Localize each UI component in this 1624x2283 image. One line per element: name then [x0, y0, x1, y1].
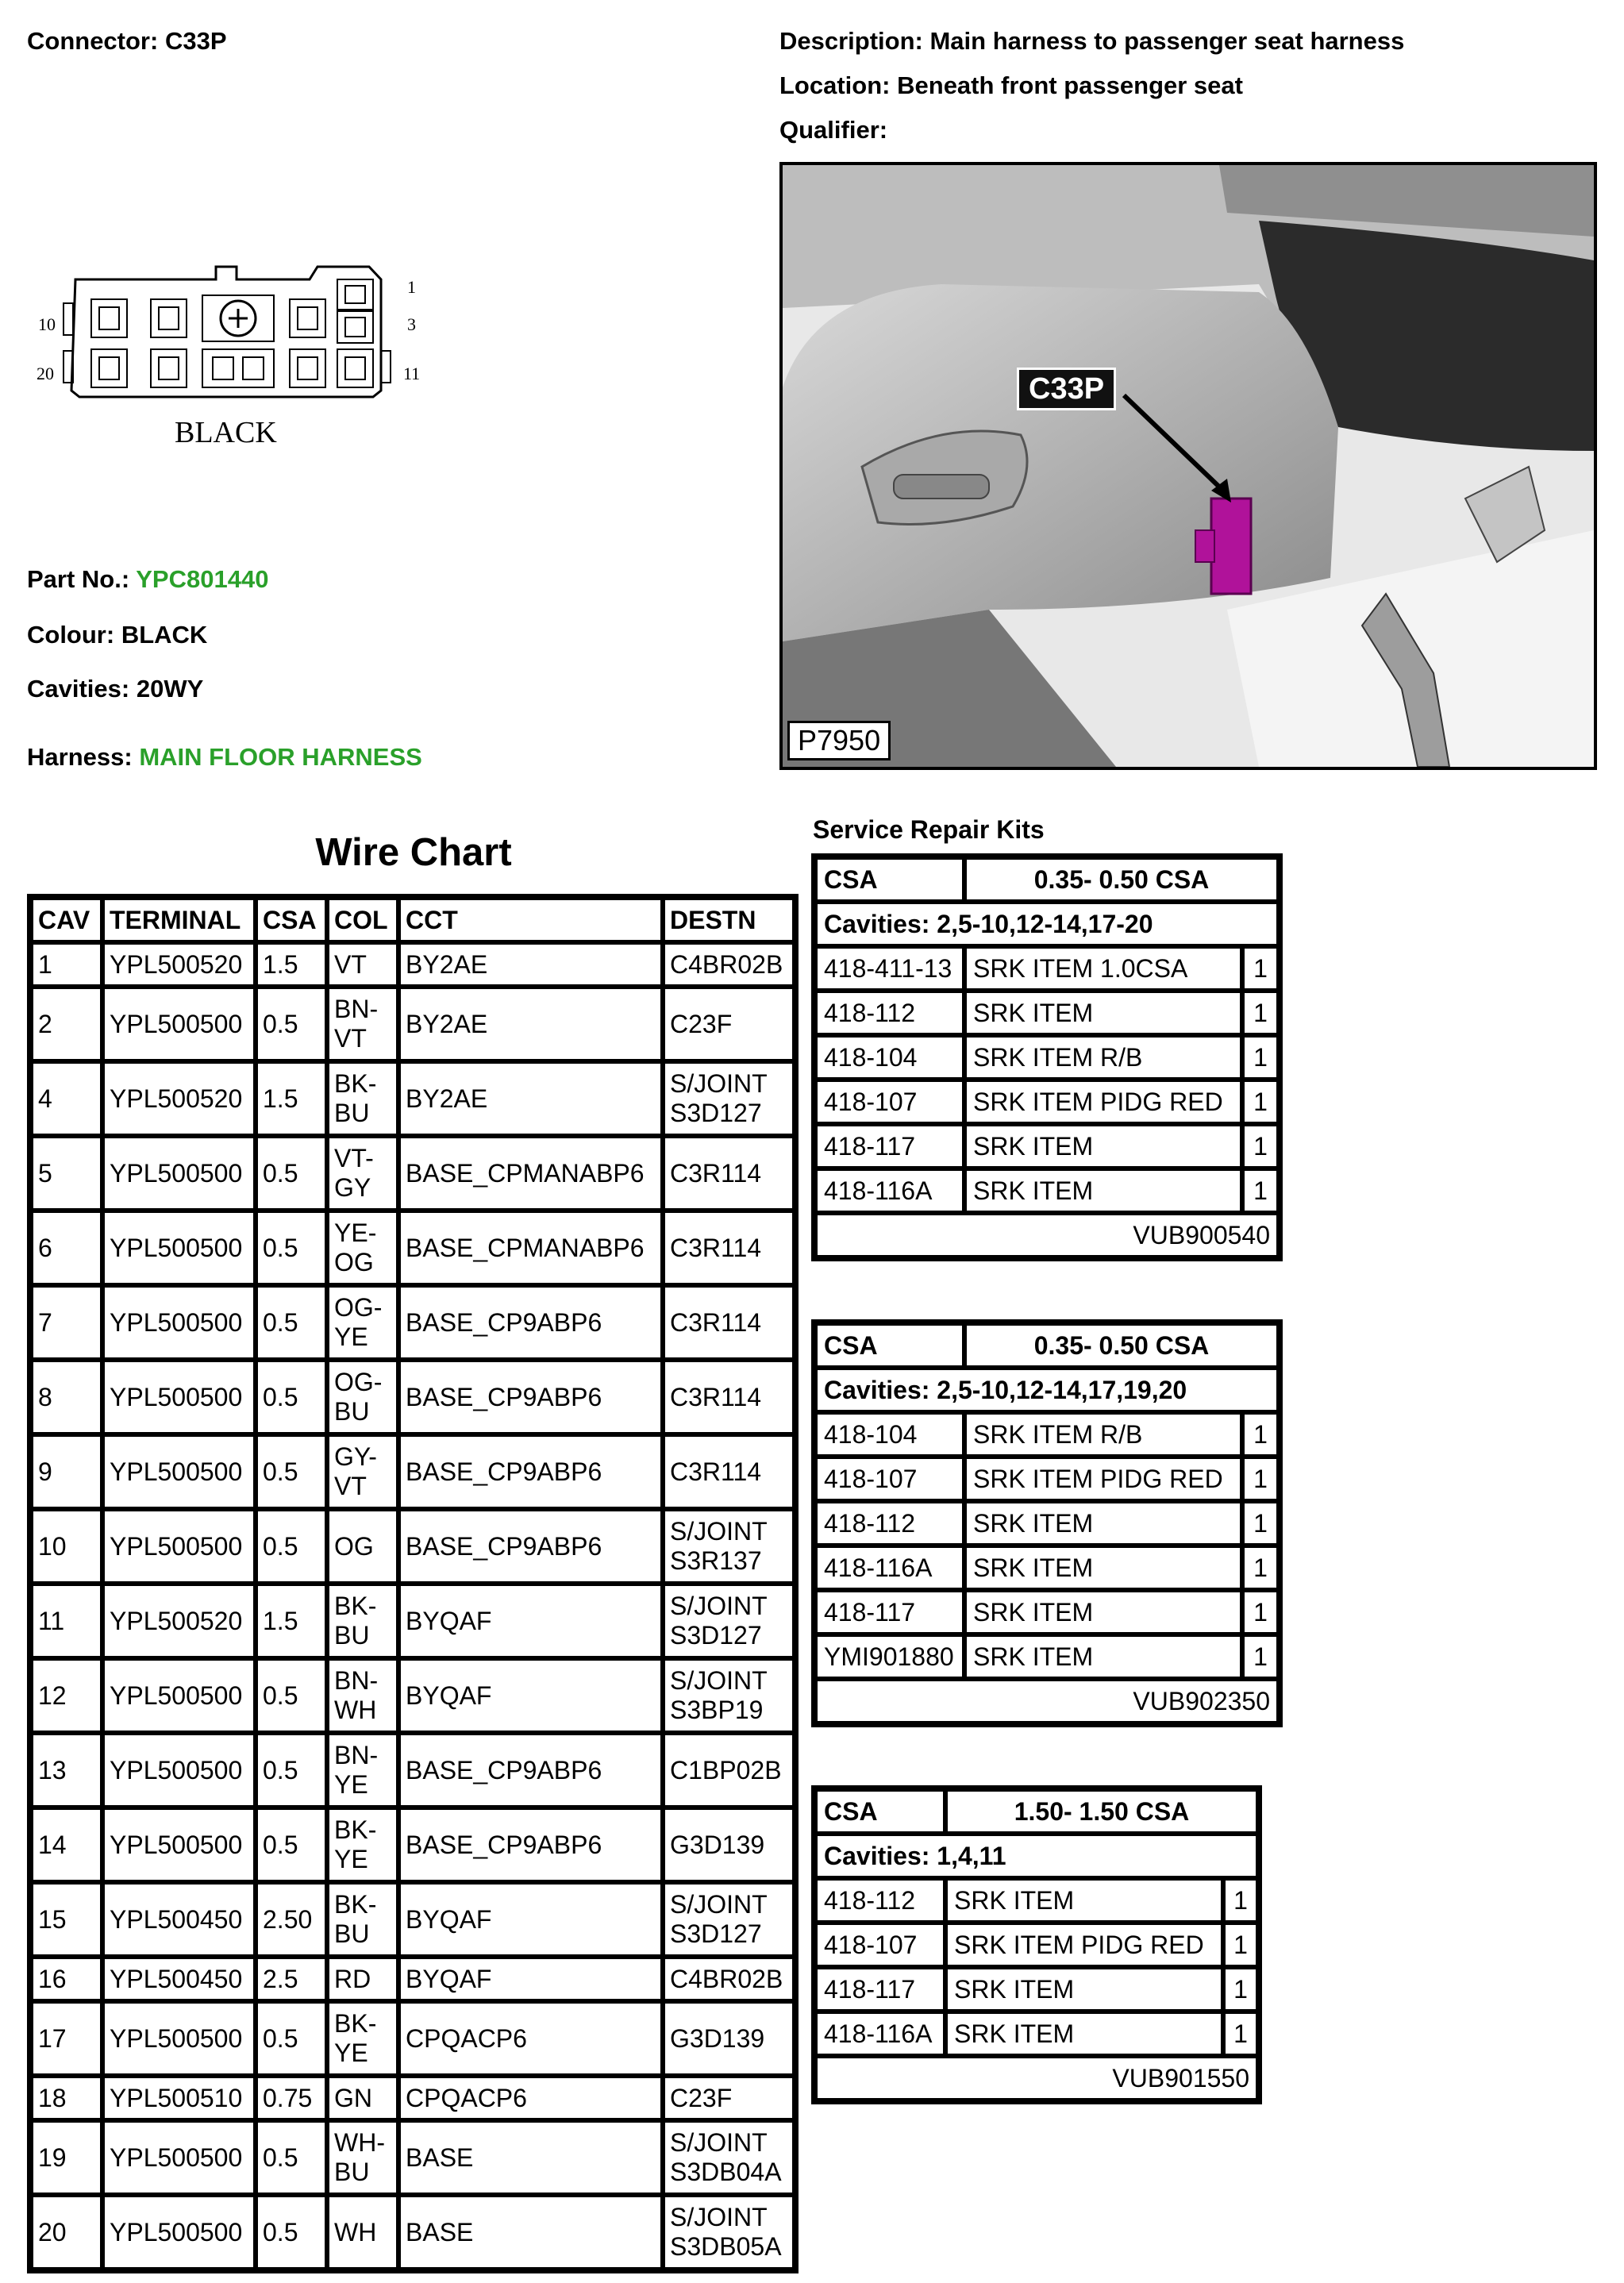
kit-item-qty: 1	[1242, 946, 1279, 991]
kit-item-row	[815, 2012, 1258, 2056]
cell-col: OG-YE	[327, 1285, 398, 1360]
description-value: Main harness to passenger seat harness	[929, 27, 1405, 55]
header-cav: CAV	[31, 898, 102, 942]
cell-cav: 2	[31, 987, 102, 1061]
kit-item-row	[815, 1634, 1279, 1679]
kit-item-desc: SRK ITEM	[964, 991, 1242, 1035]
kit-item-desc: SRK ITEM 1.0CSA	[964, 946, 1242, 991]
colour-value: BLACK	[121, 621, 208, 649]
cell-cct: BASE	[398, 2120, 663, 2195]
cell-destn: S/JOINT S3D127	[663, 1061, 795, 1136]
connector-highlight	[1211, 499, 1251, 594]
kit-csa-range: 1.50- 1.50 CSA	[945, 1789, 1258, 1834]
cavities-line	[27, 675, 203, 703]
cell-col: BN-VT	[327, 987, 398, 1061]
kit-item-qty: 1	[1242, 991, 1279, 1035]
cell-terminal: YPL500520	[102, 942, 256, 987]
cavities-label: Cavities:	[27, 675, 130, 703]
kit-item-row	[815, 1590, 1279, 1634]
kit-cavities-row	[815, 902, 1279, 946]
cell-col: VT	[327, 942, 398, 987]
colour-line	[27, 621, 207, 649]
kit-item-part: 418-117	[815, 1124, 964, 1168]
kit-item-qty: 1	[1242, 1457, 1279, 1501]
cell-csa: 2.50	[256, 1882, 327, 1957]
kit-item-desc: SRK ITEM	[964, 1168, 1242, 1213]
table-row	[31, 1733, 795, 1808]
part-no-value: YPC801440	[136, 565, 269, 593]
cell-csa: 0.5	[256, 1285, 327, 1360]
kit-item-part: 418-116A	[815, 1168, 964, 1213]
kit-item-desc: SRK ITEM R/B	[964, 1035, 1242, 1080]
kit-item-row	[815, 1457, 1279, 1501]
kit-csa-range: 0.35- 0.50 CSA	[964, 857, 1279, 902]
cell-terminal: YPL500500	[102, 2195, 256, 2270]
cell-col: GY-VT	[327, 1434, 398, 1509]
header-destn: DESTN	[663, 898, 795, 942]
cell-cav: 7	[31, 1285, 102, 1360]
connector-label: Connector:	[27, 27, 159, 55]
table-row	[31, 2076, 795, 2120]
cell-col: OG	[327, 1509, 398, 1584]
kit-item-part: 418-112	[815, 1501, 964, 1546]
kit-header-row	[815, 857, 1279, 902]
wire-chart-table	[27, 894, 799, 2273]
kit-item-part: 418-104	[815, 1035, 964, 1080]
table-row	[31, 942, 795, 987]
cell-destn: C4BR02B	[663, 942, 795, 987]
kit-item-part: 418-112	[815, 1878, 945, 1923]
cell-cav: 6	[31, 1211, 102, 1285]
header-terminal: TERMINAL	[102, 898, 256, 942]
cell-col: BN-WH	[327, 1658, 398, 1733]
cell-destn: C3R114	[663, 1285, 795, 1360]
cell-csa: 0.5	[256, 1658, 327, 1733]
cell-destn: C3R114	[663, 1136, 795, 1211]
cell-col: YE-OG	[327, 1211, 398, 1285]
table-row	[31, 1360, 795, 1434]
cell-cct: BASE_CP9ABP6	[398, 1808, 663, 1882]
description-line	[779, 27, 1404, 56]
kit-item-part: 418-112	[815, 991, 964, 1035]
kit-item-row	[815, 991, 1279, 1035]
service-kit-table	[811, 853, 1283, 1261]
cell-cct: BASE_CP9ABP6	[398, 1285, 663, 1360]
table-row	[31, 1136, 795, 1211]
kit-item-row	[815, 1967, 1258, 2012]
kit-number-row	[815, 2056, 1258, 2100]
cell-destn: S/JOINT S3D127	[663, 1584, 795, 1658]
cell-csa: 0.5	[256, 1136, 327, 1211]
cell-csa: 0.5	[256, 987, 327, 1061]
kit-item-qty: 1	[1223, 2012, 1258, 2056]
part-no-label: Part No.:	[27, 565, 130, 593]
cell-cct: BYQAF	[398, 1658, 663, 1733]
kit-item-qty: 1	[1242, 1412, 1279, 1457]
cavities-value: 20WY	[136, 675, 204, 703]
kit-item-row	[815, 1878, 1258, 1923]
cell-cav: 17	[31, 2001, 102, 2076]
table-row	[31, 2195, 795, 2270]
photo-callout-label: C33P	[1017, 368, 1116, 410]
pin-label-11: 11	[403, 364, 421, 383]
cell-col: BK-YE	[327, 2001, 398, 2076]
cell-csa: 0.5	[256, 1733, 327, 1808]
cell-col: BK-BU	[327, 1882, 398, 1957]
kit-cavities: Cavities: 1,4,11	[815, 1834, 1258, 1878]
connector-face-diagram	[32, 256, 444, 462]
kit-item-row	[815, 1080, 1279, 1124]
kit-item-qty: 1	[1242, 1590, 1279, 1634]
kit-item-desc: SRK ITEM	[964, 1590, 1242, 1634]
cell-terminal: YPL500450	[102, 1957, 256, 2001]
cell-cav: 11	[31, 1584, 102, 1658]
kit-csa-label: CSA	[815, 1789, 945, 1834]
cell-col: BK-BU	[327, 1584, 398, 1658]
table-row	[31, 1509, 795, 1584]
kit-item-desc: SRK ITEM R/B	[964, 1412, 1242, 1457]
kit-csa-range: 0.35- 0.50 CSA	[964, 1323, 1279, 1368]
kit-item-qty: 1	[1242, 1124, 1279, 1168]
cell-cav: 15	[31, 1882, 102, 1957]
table-row	[31, 1584, 795, 1658]
kit-item-qty: 1	[1242, 1634, 1279, 1679]
cell-cct: BY2AE	[398, 1061, 663, 1136]
kit-cavities: Cavities: 2,5-10,12-14,17-20	[815, 902, 1279, 946]
table-row	[31, 1285, 795, 1360]
cell-csa: 0.5	[256, 1211, 327, 1285]
pin-label-10: 10	[38, 314, 56, 334]
part-no-line	[27, 565, 268, 594]
table-row	[31, 1957, 795, 2001]
cell-cav: 12	[31, 1658, 102, 1733]
cell-destn: C23F	[663, 2076, 795, 2120]
cell-csa: 0.5	[256, 2195, 327, 2270]
kit-item-qty: 1	[1242, 1546, 1279, 1590]
cell-terminal: YPL500500	[102, 1808, 256, 1882]
colour-label: Colour:	[27, 621, 115, 649]
cell-col: BK-YE	[327, 1808, 398, 1882]
cell-cav: 20	[31, 2195, 102, 2270]
cell-cav: 14	[31, 1808, 102, 1882]
cell-terminal: YPL500450	[102, 1882, 256, 1957]
header-cct: CCT	[398, 898, 663, 942]
cell-destn: C23F	[663, 987, 795, 1061]
cell-cct: BASE	[398, 2195, 663, 2270]
table-row	[31, 2120, 795, 2195]
cell-csa: 1.5	[256, 942, 327, 987]
table-row	[31, 1061, 795, 1136]
cell-col: OG-BU	[327, 1360, 398, 1434]
cell-destn: G3D139	[663, 2001, 795, 2076]
right-latch	[381, 351, 391, 383]
left-latch	[63, 303, 73, 335]
kit-item-qty: 1	[1223, 1878, 1258, 1923]
kit-item-desc: SRK ITEM	[945, 1967, 1223, 2012]
header-csa: CSA	[256, 898, 327, 942]
cell-terminal: YPL500500	[102, 1733, 256, 1808]
harness-value: MAIN FLOOR HARNESS	[139, 743, 422, 771]
kit-item-desc: SRK ITEM	[945, 1878, 1223, 1923]
cell-terminal: YPL500500	[102, 1434, 256, 1509]
location-line	[779, 71, 1243, 100]
cell-col: BK-BU	[327, 1061, 398, 1136]
kit-number-row	[815, 1679, 1279, 1723]
kit-item-part: 418-116A	[815, 1546, 964, 1590]
header-col: COL	[327, 898, 398, 942]
cell-csa: 0.75	[256, 2076, 327, 2120]
cell-terminal: YPL500500	[102, 1136, 256, 1211]
location-photo	[779, 162, 1597, 770]
cell-destn: C1BP02B	[663, 1733, 795, 1808]
cell-destn: C4BR02B	[663, 1957, 795, 2001]
cell-csa: 0.5	[256, 1509, 327, 1584]
kit-item-part: YMI901880	[815, 1634, 964, 1679]
photo-figure-id: P7950	[787, 721, 891, 760]
kit-header-row	[815, 1789, 1258, 1834]
cell-destn: S/JOINT S3D127	[663, 1882, 795, 1957]
cell-terminal: YPL500500	[102, 1509, 256, 1584]
cell-terminal: YPL500500	[102, 1285, 256, 1360]
kit-item-qty: 1	[1242, 1080, 1279, 1124]
kit-item-part: 418-107	[815, 1457, 964, 1501]
cell-destn: S/JOINT S3DB05A	[663, 2195, 795, 2270]
cell-cct: BY2AE	[398, 987, 663, 1061]
cell-destn: S/JOINT S3BP19	[663, 1658, 795, 1733]
cell-csa: 0.5	[256, 2001, 327, 2076]
cell-cct: BASE_CPMANABP6	[398, 1211, 663, 1285]
table-row	[31, 987, 795, 1061]
kit-csa-label: CSA	[815, 1323, 964, 1368]
cell-cct: BASE_CP9ABP6	[398, 1360, 663, 1434]
kit-item-desc: SRK ITEM PIDG RED	[964, 1457, 1242, 1501]
cell-col: VT-GY	[327, 1136, 398, 1211]
cell-cav: 18	[31, 2076, 102, 2120]
cell-destn: G3D139	[663, 1808, 795, 1882]
seat-illustration	[783, 165, 1594, 767]
kit-item-desc: SRK ITEM	[964, 1124, 1242, 1168]
kit-item-row	[815, 1124, 1279, 1168]
cell-terminal: YPL500510	[102, 2076, 256, 2120]
kit-cavities: Cavities: 2,5-10,12-14,17,19,20	[815, 1368, 1279, 1412]
cell-cav: 1	[31, 942, 102, 987]
kit-item-part: 418-107	[815, 1923, 945, 1967]
cell-cct: CPQACP6	[398, 2001, 663, 2076]
kit-csa-label: CSA	[815, 857, 964, 902]
kit-number: VUB900540	[815, 1213, 1279, 1257]
cell-terminal: YPL500500	[102, 1658, 256, 1733]
cell-terminal: YPL500500	[102, 1360, 256, 1434]
cell-cav: 5	[31, 1136, 102, 1211]
kit-item-desc: SRK ITEM PIDG RED	[945, 1923, 1223, 1967]
cell-cct: BASE_CP9ABP6	[398, 1434, 663, 1509]
location-value: Beneath front passenger seat	[897, 71, 1243, 99]
cell-destn: C3R114	[663, 1211, 795, 1285]
kit-item-desc: SRK ITEM	[945, 2012, 1223, 2056]
cell-cav: 16	[31, 1957, 102, 2001]
kit-item-desc: SRK ITEM PIDG RED	[964, 1080, 1242, 1124]
kit-item-part: 418-116A	[815, 2012, 945, 2056]
kit-item-qty: 1	[1242, 1501, 1279, 1546]
kit-item-qty: 1	[1242, 1168, 1279, 1213]
center-bolt-cross	[229, 309, 248, 328]
service-kits-title: Service Repair Kits	[813, 815, 1045, 844]
kit-item-row	[815, 1168, 1279, 1213]
pin-label-1: 1	[407, 277, 416, 297]
cell-terminal: YPL500500	[102, 2001, 256, 2076]
service-kit-table	[811, 1785, 1262, 2104]
service-kit-table	[811, 1319, 1283, 1727]
cell-col: WH	[327, 2195, 398, 2270]
cell-col: WH-BU	[327, 2120, 398, 2195]
table-row	[31, 1808, 795, 1882]
cell-cav: 4	[31, 1061, 102, 1136]
harness-line	[27, 743, 422, 772]
cell-cav: 8	[31, 1360, 102, 1434]
cell-cct: BASE_CP9ABP6	[398, 1733, 663, 1808]
cell-col: BN-YE	[327, 1733, 398, 1808]
kit-cavities-row	[815, 1368, 1279, 1412]
cell-cav: 9	[31, 1434, 102, 1509]
qualifier-line	[779, 116, 887, 144]
cell-destn: S/JOINT S3R137	[663, 1509, 795, 1584]
table-row	[31, 1658, 795, 1733]
qualifier-label: Qualifier:	[779, 116, 888, 144]
cell-csa: 2.5	[256, 1957, 327, 2001]
kit-item-row	[815, 1546, 1279, 1590]
cell-terminal: YPL500520	[102, 1061, 256, 1136]
cell-cct: BYQAF	[398, 1882, 663, 1957]
cell-terminal: YPL500520	[102, 1584, 256, 1658]
kit-item-row	[815, 1501, 1279, 1546]
table-row	[31, 1211, 795, 1285]
description-label: Description:	[779, 27, 923, 55]
cell-col: GN	[327, 2076, 398, 2120]
cell-cct: CPQACP6	[398, 2076, 663, 2120]
table-row	[31, 1882, 795, 1957]
kit-cavities-row	[815, 1834, 1258, 1878]
harness-label: Harness:	[27, 743, 133, 771]
cell-destn: S/JOINT S3DB04A	[663, 2120, 795, 2195]
kit-item-desc: SRK ITEM	[964, 1546, 1242, 1590]
kit-number: VUB901550	[815, 2056, 1258, 2100]
pin-label-3: 3	[407, 314, 416, 334]
cell-cav: 13	[31, 1733, 102, 1808]
kit-item-part: 418-104	[815, 1412, 964, 1457]
diagram-colour-label: BLACK	[175, 416, 277, 449]
kit-item-qty: 1	[1223, 1923, 1258, 1967]
cell-destn: C3R114	[663, 1434, 795, 1509]
kit-item-part: 418-117	[815, 1967, 945, 2012]
cell-col: RD	[327, 1957, 398, 2001]
kit-item-qty: 1	[1242, 1035, 1279, 1080]
cell-destn: C3R114	[663, 1360, 795, 1434]
kit-item-qty: 1	[1223, 1967, 1258, 2012]
kit-item-part: 418-411-13	[815, 946, 964, 991]
cell-terminal: YPL500500	[102, 987, 256, 1061]
kit-item-row	[815, 1412, 1279, 1457]
table-row	[31, 2001, 795, 2076]
cell-terminal: YPL500500	[102, 1211, 256, 1285]
connector-line	[27, 27, 227, 56]
cell-cct: BYQAF	[398, 1957, 663, 2001]
cell-cav: 10	[31, 1509, 102, 1584]
cell-csa: 0.5	[256, 1360, 327, 1434]
cell-cct: BASE_CP9ABP6	[398, 1509, 663, 1584]
connector-value: C33P	[164, 27, 227, 55]
wire-chart-body	[31, 942, 795, 2270]
kit-item-row	[815, 946, 1279, 991]
cell-csa: 0.5	[256, 1808, 327, 1882]
kit-item-row	[815, 1035, 1279, 1080]
wire-chart-title: Wire Chart	[315, 831, 512, 874]
cell-csa: 1.5	[256, 1584, 327, 1658]
cell-csa: 1.5	[256, 1061, 327, 1136]
cell-cct: BYQAF	[398, 1584, 663, 1658]
wire-chart-header-row	[31, 898, 795, 942]
cell-terminal: YPL500500	[102, 2120, 256, 2195]
cell-csa: 0.5	[256, 2120, 327, 2195]
kit-item-row	[815, 1923, 1258, 1967]
cell-csa: 0.5	[256, 1434, 327, 1509]
kit-item-part: 418-107	[815, 1080, 964, 1124]
kit-number-row	[815, 1213, 1279, 1257]
cell-cct: BY2AE	[398, 942, 663, 987]
cell-cct: BASE_CPMANABP6	[398, 1136, 663, 1211]
pin-label-20: 20	[37, 364, 54, 383]
table-row	[31, 1434, 795, 1509]
kit-header-row	[815, 1323, 1279, 1368]
cell-cav: 19	[31, 2120, 102, 2195]
kit-item-desc: SRK ITEM	[964, 1501, 1242, 1546]
kit-item-part: 418-117	[815, 1590, 964, 1634]
kit-item-desc: SRK ITEM	[964, 1634, 1242, 1679]
location-label: Location:	[779, 71, 891, 99]
kit-number: VUB902350	[815, 1679, 1279, 1723]
